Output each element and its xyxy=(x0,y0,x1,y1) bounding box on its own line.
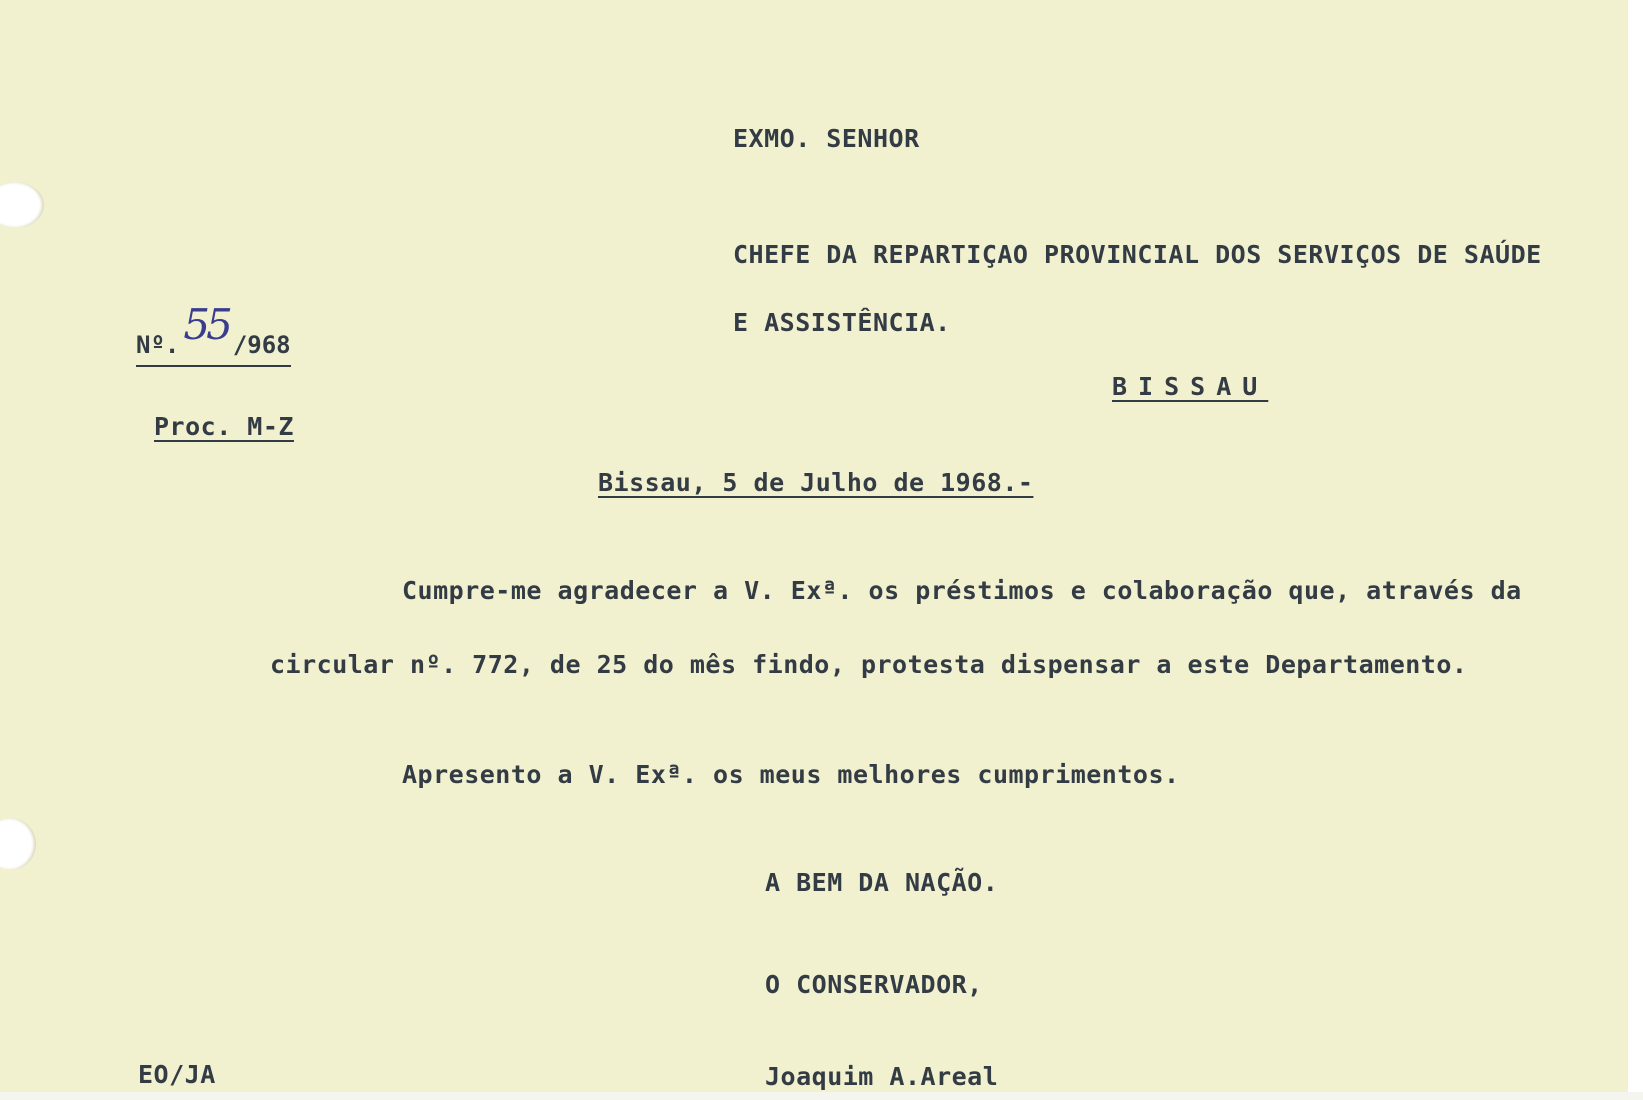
body-line-2: circular nº. 772, de 25 do mês findo, protesta dispensar a este Departamento. xyxy=(270,650,1468,679)
date-line: Bissau, 5 de Julho de 1968.- xyxy=(598,468,1034,497)
closing-line: Apresento a V. Exª. os meus melhores cumprimentos. xyxy=(402,760,1180,789)
typist-initials: EO/JA xyxy=(138,1060,216,1089)
reference-number xyxy=(136,300,291,367)
page-edge-right xyxy=(1628,0,1643,1100)
punch-hole-bottom xyxy=(0,818,36,870)
city-heading: BISSAU xyxy=(1112,372,1269,401)
reference-prefix: Nº. xyxy=(136,331,180,359)
motto: A BEM DA NAÇÃO. xyxy=(765,868,999,897)
signatory-title: O CONSERVADOR, xyxy=(765,970,983,999)
reference-handwritten-number: 55 xyxy=(183,300,229,349)
signatory-name: Joaquim A.Areal xyxy=(765,1062,999,1091)
reference-suffix: /968 xyxy=(232,331,291,359)
process-reference: Proc. M-Z xyxy=(154,412,294,441)
salutation: EXMO. SENHOR xyxy=(733,124,920,153)
body-line-1: Cumpre-me agradecer a V. Exª. os préstimos e colaboração que, através da xyxy=(402,576,1522,605)
page-edge-bottom xyxy=(0,1092,1643,1100)
punch-hole-top xyxy=(0,182,44,228)
recipient-line-2: E ASSISTÊNCIA. xyxy=(733,308,951,337)
recipient-line-1: CHEFE DA REPARTIÇAO PROVINCIAL DOS SERVIÇOS DE SAÚDE xyxy=(733,240,1542,269)
